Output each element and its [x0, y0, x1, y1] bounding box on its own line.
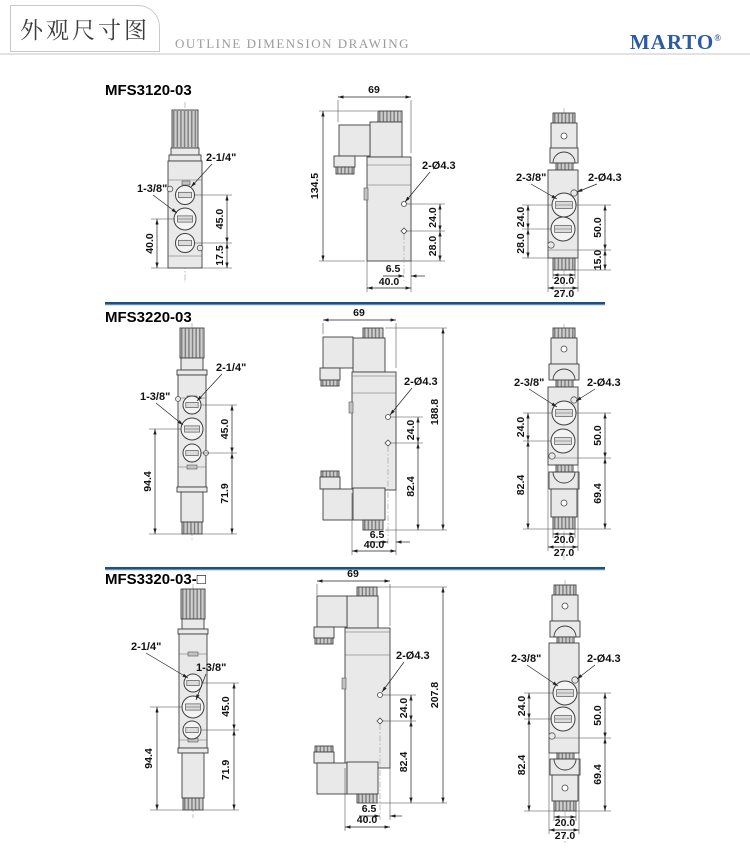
port-size-label: 1-3/8" — [196, 662, 227, 674]
dim-label: 27.0 — [554, 830, 576, 842]
dim-label: 134.5 — [309, 172, 321, 200]
dim-label: 17.5 — [214, 245, 226, 266]
mfs3120-rear-view — [515, 108, 622, 300]
dim-label: 20.0 — [554, 817, 576, 829]
dim-label: 24.0 — [516, 695, 528, 717]
dim-label: 69 — [368, 84, 380, 96]
dim-label: 45.0 — [219, 418, 231, 440]
dim-label: 71.9 — [220, 759, 232, 781]
dim-label: 94.4 — [142, 471, 154, 492]
dim-label: 45.0 — [220, 696, 232, 717]
dim-label: 24.0 — [398, 697, 410, 719]
mfs3320-side-view — [314, 568, 447, 831]
mfs3320-rear-view — [511, 580, 621, 843]
dim-label: 20.0 — [553, 534, 575, 546]
dim-label: 94.4 — [143, 748, 155, 769]
brand-logo — [630, 30, 722, 55]
section-mfs3120 — [105, 82, 622, 300]
dim-label: 82.4 — [405, 476, 417, 497]
dim-label: 82.4 — [516, 754, 528, 776]
dim-label: 69 — [347, 568, 359, 580]
page-title-chinese: 外观尺寸图 — [20, 17, 150, 43]
port-size-label: 1-3/8" — [137, 183, 168, 195]
mfs3220-side-view — [320, 307, 447, 555]
dim-label: 40.0 — [363, 539, 385, 551]
dim-label: 45.0 — [214, 208, 226, 230]
mfs3320-front-view — [131, 584, 239, 818]
dim-label: 69.4 — [592, 483, 604, 504]
port-size-label: 2-1/4" — [216, 362, 247, 374]
dim-label: 15.0 — [592, 249, 604, 271]
dim-label: 24.0 — [515, 206, 527, 228]
dim-label: 40.0 — [144, 233, 156, 254]
dim-label: 28.0 — [515, 233, 527, 254]
model-title: MFS3320-03-□ — [105, 571, 206, 588]
port-size-label: 2-1/4" — [206, 152, 237, 164]
page-title-box — [10, 5, 160, 52]
dim-label: 6.5 — [385, 263, 401, 275]
mfs3120-side-view — [309, 84, 456, 292]
model-title: MFS3220-03 — [105, 309, 192, 326]
dim-label: 50.0 — [592, 705, 604, 726]
dim-label: 6.5 — [361, 803, 377, 815]
section-mfs3320 — [105, 568, 621, 843]
dim-label: 27.0 — [553, 288, 575, 300]
hole-size-label: 2-Ø4.3 — [404, 376, 438, 388]
mfs3120-front-view — [137, 102, 236, 283]
section-divider — [105, 302, 605, 305]
dim-label: 69.4 — [592, 764, 604, 785]
dim-label: 24.0 — [405, 419, 417, 441]
dim-label: 20.0 — [553, 275, 575, 287]
hole-size-label: 2-Ø4.3 — [588, 172, 622, 184]
port-size-label: 1-3/8" — [140, 391, 171, 403]
section-divider-shade — [105, 305, 605, 306]
hole-size-label: 2-Ø4.3 — [396, 650, 430, 662]
page-title-english: OUTLINE DIMENSION DRAWING — [175, 36, 411, 51]
hole-size-label: 2-Ø4.3 — [587, 653, 621, 665]
port-size-label: 2-1/4" — [131, 641, 162, 653]
port-size-label: 2-3/8" — [511, 653, 542, 665]
dim-label: 82.4 — [398, 751, 410, 773]
dim-label: 40.0 — [356, 814, 378, 826]
dim-label: 71.9 — [219, 483, 231, 504]
dim-label: 69 — [353, 307, 365, 319]
dim-label: 40.0 — [378, 276, 400, 288]
dim-label: 27.0 — [553, 547, 575, 559]
dim-label: 207.8 — [429, 681, 441, 709]
port-size-label: 2-3/8" — [516, 172, 547, 184]
registered-trademark-icon: ® — [714, 33, 722, 43]
dim-label: 188.8 — [429, 398, 441, 426]
port-size-label: 2-3/8" — [514, 377, 545, 389]
dim-label: 50.0 — [592, 217, 604, 238]
mfs3220-front-view — [140, 323, 246, 542]
hole-size-label: 2-Ø4.3 — [587, 377, 621, 389]
dim-label: 6.5 — [369, 529, 385, 541]
dim-label: 28.0 — [427, 235, 439, 257]
dim-label: 24.0 — [427, 207, 439, 228]
dim-label: 50.0 — [592, 425, 604, 446]
hole-size-label: 2-Ø4.3 — [422, 160, 456, 172]
mfs3220-rear-view — [514, 324, 621, 560]
model-title: MFS3120-03 — [105, 82, 192, 99]
section-mfs3220 — [105, 307, 621, 560]
dim-label: 82.4 — [515, 474, 527, 496]
dim-label: 24.0 — [515, 416, 527, 438]
brand-name: MARTO — [629, 30, 715, 54]
